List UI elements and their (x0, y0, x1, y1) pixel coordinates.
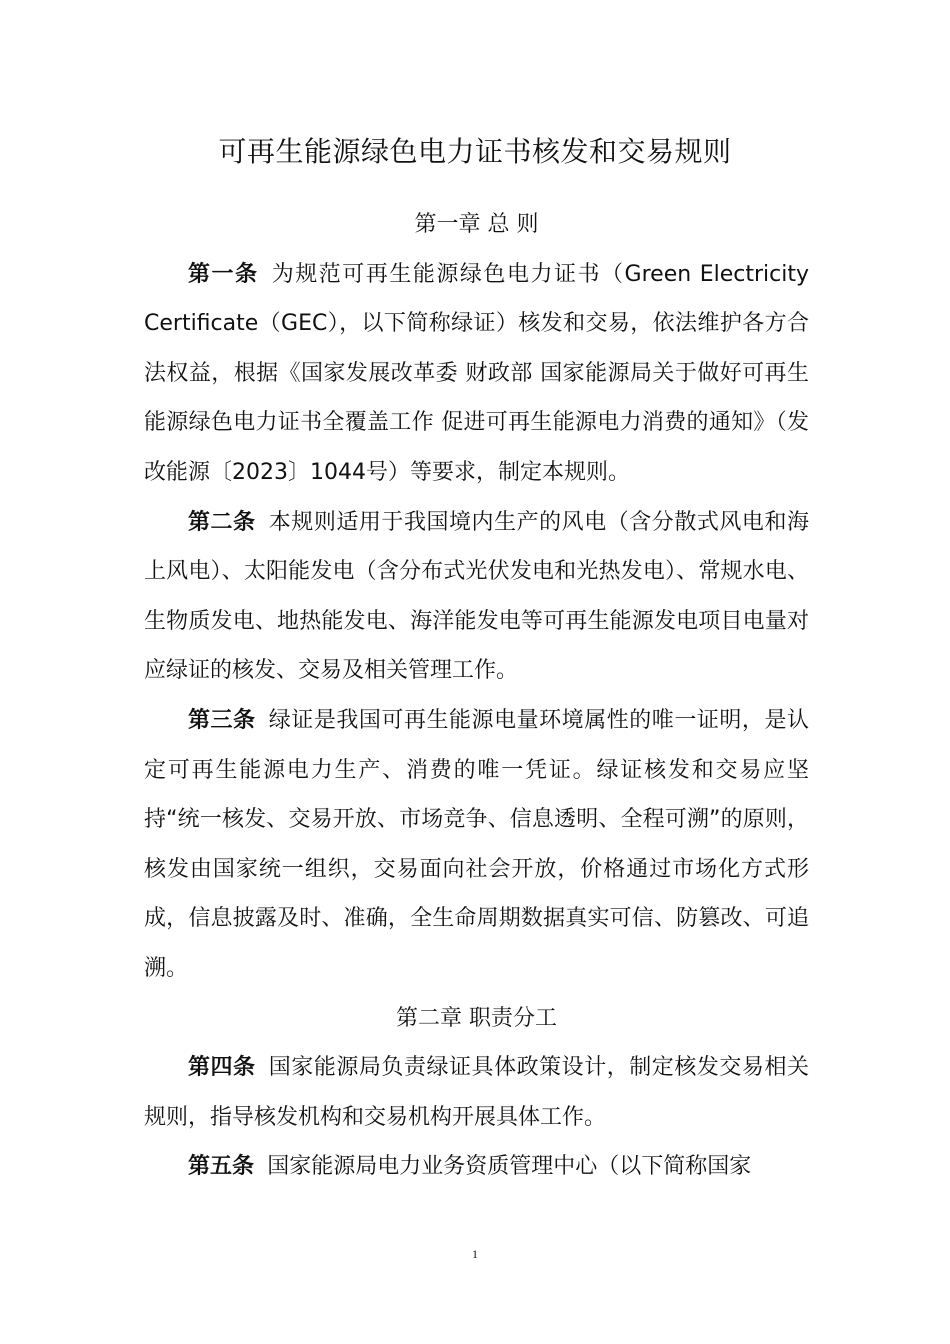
article-text: 本规则适用于我国境内生产的风电（含分散式风电和海上风电）、太阳能发电（含分布式光伏发电和光热发电）、常规水电、生物质发电、地热能发电、海洋能发电等可再生能源发电项目电量对应绿证的核发、交易及相关管理工作。 (144, 509, 809, 684)
article-number: 第四条 (188, 1055, 256, 1081)
article-text: 绿证是我国可再生能源电量环境属性的唯一证明，是认定可再生能源电力生产、消费的唯一凭证。绿证核发和交易应坚持“统一核发、交易开放、市场竞争、信息透明、全程可溯”的原则，核发由国家统一组织，交易面向社会开放，价格通过市场化方式形成，信息披露及时、准确，全生命周期数据真实可信、防篡改、可追溯。 (144, 707, 809, 981)
article-number: 第三条 (188, 707, 256, 733)
chapter-heading: 第一章 总 则 (414, 212, 539, 237)
article-number: 第二条 (188, 509, 256, 535)
document-title: 可再生能源绿色电力证书核发和交易规则 (218, 135, 732, 168)
article (144, 1043, 809, 1142)
article (144, 1142, 809, 1192)
document-body (144, 200, 809, 1192)
article (144, 498, 809, 696)
page-number: 1 (472, 1247, 478, 1261)
article-number: 第一条 (188, 261, 259, 287)
article (144, 696, 809, 994)
chapter-heading: 第二章 职责分工 (396, 1005, 557, 1031)
article-text: 国家能源局电力业务资质管理中心（以下简称国家 (267, 1154, 752, 1180)
article-text: 为规范可再生能源绿色电力证书（Green Electricity Certificate（GEC），以下简称绿证）核发和交易，依法维护各方合法权益，根据《国家发展改革委 财政部 国家能源局关于做好可再生能源绿色电力证书全覆盖工作 促进可再生能源电力消费的通知》（发改能源〔2023〕1044号）等要求，制定本规则。 (144, 261, 809, 485)
article-text: 国家能源局负责绿证具体政策设计，制定核发交易相关规则，指导核发机构和交易机构开展具体工作。 (144, 1055, 809, 1130)
article (144, 250, 809, 498)
article-number: 第五条 (188, 1154, 255, 1180)
